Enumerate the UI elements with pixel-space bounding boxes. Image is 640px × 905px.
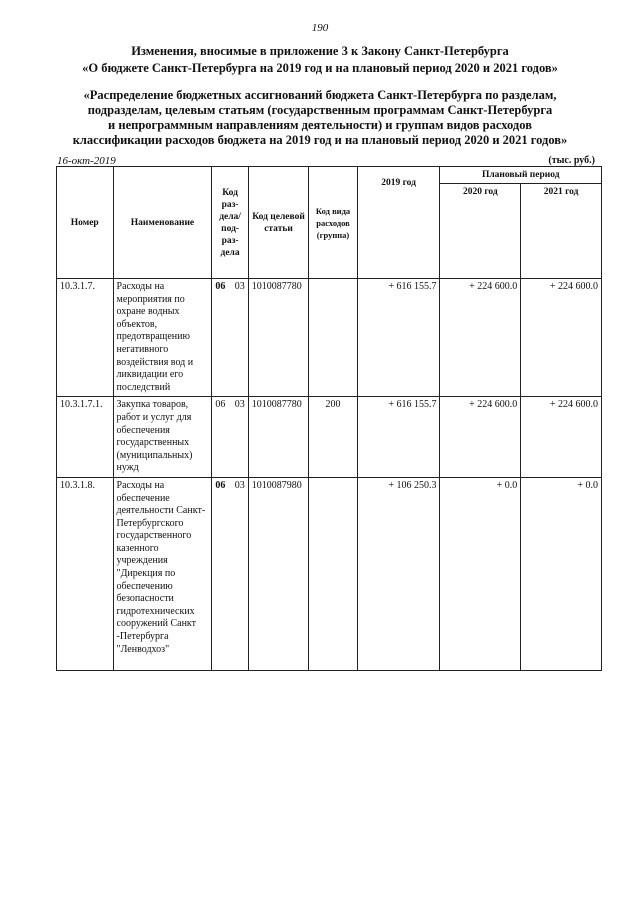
row-name: Закупка товаров, работ и услуг для обеспечения государственных (муниципальных) нужд [113,397,212,478]
row-section [212,279,248,397]
row-number: 10.3.1.8. [57,477,114,670]
row-name: Расходы на мероприятия по охране водных объектов, предотвращению негативного воздействия вод и ликвидации его последствий [113,279,212,397]
row-target-code: 1010087780 [248,279,309,397]
subsection-code: 03 [234,479,245,491]
section-code: 06 [215,399,226,411]
table-row [57,397,602,478]
header-section: Код раз-дела/ под-раз-дела [212,167,248,279]
row-amount-2021: + 224 600.0 [521,397,602,478]
subtitle-line-4: классификации расходов бюджета на 2019 год и на плановый период 2020 и 2021 годов» [72,133,568,147]
row-expense-type [309,279,357,397]
table-row [57,477,602,670]
row-amount-2019: + 106 250.3 [357,477,440,670]
row-expense-type: 200 [309,397,357,478]
row-section [212,477,248,670]
row-name: Расходы на обеспечение деятельности Санкт-Петербургского государственного казенного учреждения "Дирекция по обеспечению безопасности гидротехнических сооружений Санкт -Петербурга "Ленводхоз" [113,477,212,670]
header-year-2020: 2020 год [440,184,521,279]
subtitle-line-2: подразделам, целевым статьям (государственным программам Санкт-Петербурга [87,103,553,117]
header-year-2021: 2021 год [521,184,602,279]
subsection-code: 03 [234,281,245,292]
subtitle-line-1: «Распределение бюджетных ассигнований бюджета Санкт-Петербурга по разделам, [83,88,557,102]
row-amount-2021: + 0.0 [521,477,602,670]
row-amount-2021: + 224 600.0 [521,279,602,397]
header-number: Номер [57,167,114,279]
section-code: 06 [215,479,226,491]
header-expense-type: Код вида расходов (группа) [309,167,357,279]
row-target-code: 1010087980 [248,477,309,670]
subtitle-line-3: и непрограммным направлениям деятельности) и группам видов расходов [108,118,532,132]
budget-table [56,166,602,671]
row-number: 10.3.1.7. [57,279,114,397]
row-target-code: 1010087780 [248,397,309,478]
row-amount-2020: + 0.0 [440,477,521,670]
header-name: Наименование [113,167,212,279]
page-number: 190 [311,22,329,34]
subsection-code: 03 [234,399,245,411]
row-section [212,397,248,478]
section-code: 06 [215,281,226,292]
table-row [57,279,602,397]
row-expense-type [309,477,357,670]
document-date: 16-окт-2019 [57,155,116,167]
header-planned-period: Плановый период [440,167,602,184]
row-amount-2019: + 616 155.7 [357,279,440,397]
document-title-line-2: «О бюджете Санкт-Петербурга на 2019 год и на плановый период 2020 и 2021 годов» [82,61,558,75]
header-row [57,167,602,184]
row-amount-2020: + 224 600.0 [440,397,521,478]
header-year-2019: 2019 год [357,167,440,279]
row-amount-2020: + 224 600.0 [440,279,521,397]
row-number: 10.3.1.7.1. [57,397,114,478]
header-target-code: Код целевой статьи [248,167,309,279]
units-label: (тыс. руб.) [548,155,595,166]
row-amount-2019: + 616 155.7 [357,397,440,478]
document-title-line-1: Изменения, вносимые в приложение 3 к Закону Санкт-Петербурга [131,44,509,58]
